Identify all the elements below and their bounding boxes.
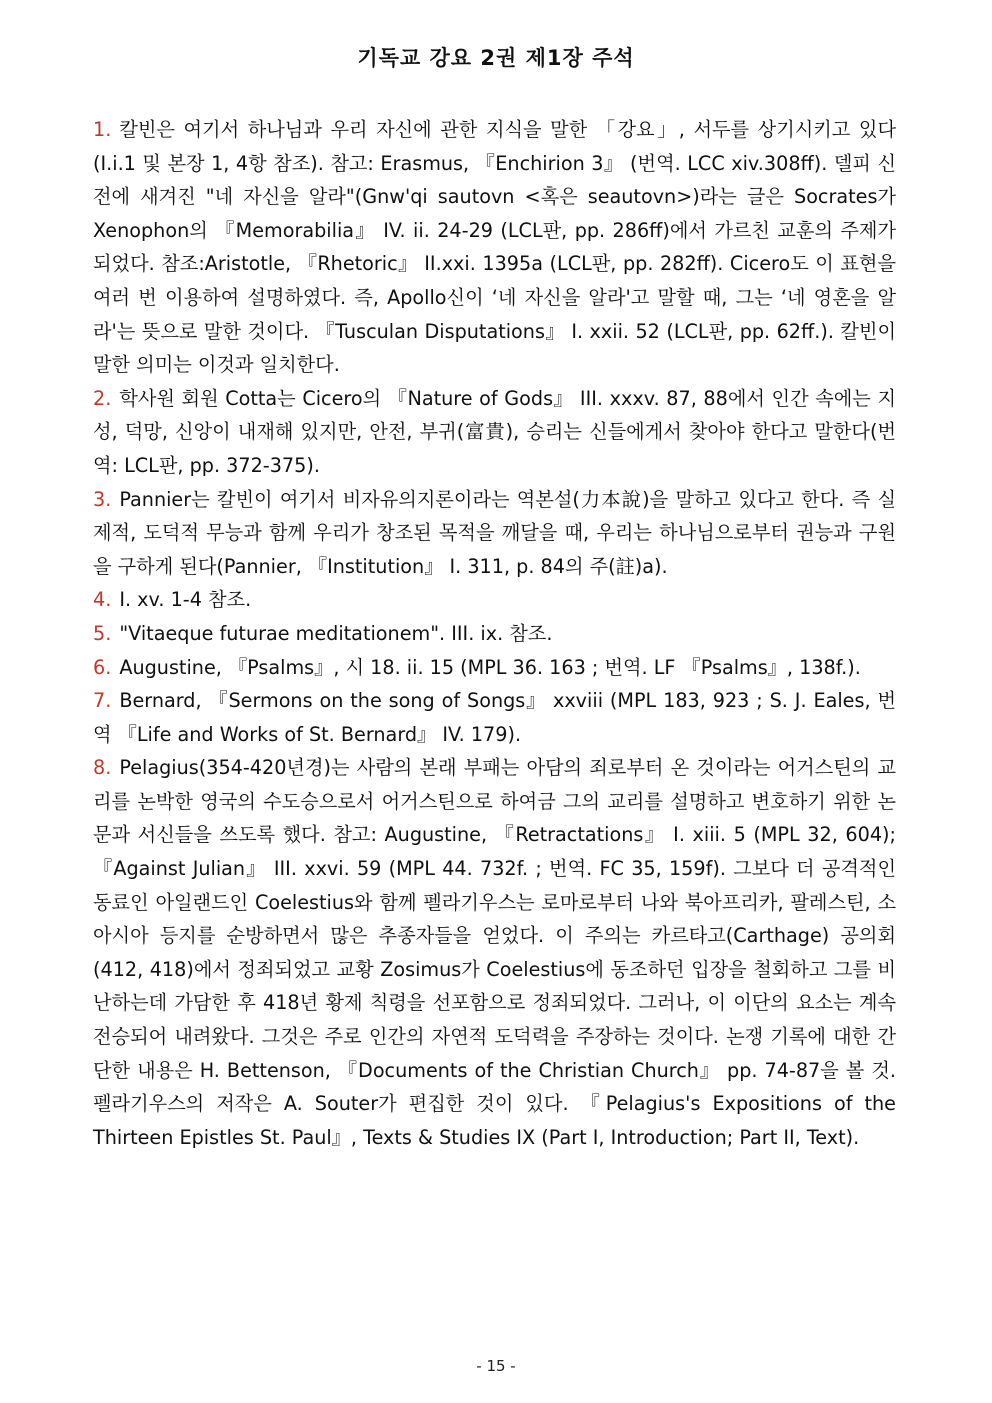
footnote-7 bbox=[93, 684, 896, 751]
footnote-6 bbox=[93, 651, 896, 685]
page-number: - 15 - bbox=[476, 1357, 516, 1375]
footnote-text: I. xv. 1-4 참조. bbox=[119, 588, 252, 612]
footnote-text: Pelagius(354-420년경)는 사람의 본래 부패는 아담의 죄로부터 온 것이라는 어거스틴의 교리를 논박한 영국의 수도승으로서 어거스틴으로 하여금 그의 교리를 설명하고 변호하기 위한 논문과 서신들을 쓰도록 했다. 참고: Augustine, 『Retractations』 I. xiii. 5 (MPL 32, 604); 『Against Julian』 III. xxvi. 59 (MPL 44. 732f. ; 번역. FC 35, 159f). 그보다 더 공격적인 동료인 아일랜드인 Coelestius와 함께 펠라기우스는 로마로부터 나와 북아프리카, 팔레스틴, 소아시아 등지를 순방하면서 많은 추종자들을 얻었다. 이 주의는 카르타고(Carthage) 공의회(412, 418)에서 정죄되었고 교황 Zosimus가 Coelestius에 동조하던 입장을 철회하고 그를 비난하는데 가담한 후 418년 황제 칙령을 선포함으로 정죄되었다. 그러나, 이 이단의 요소는 계속 전승되어 내려왔다. 그것은 주로 인간의 자연적 도덕력을 주장하는 것이다. 논쟁 기록에 대한 간단한 내용은 H. Bettenson, 『Documents of the Christian Church』 pp. 74-87을 볼 것. 펠라기우스의 저작은 A. Souter가 편집한 것이 있다. 『Pelagius's Expositions of the Thirteen Epistles St. Paul』, Texts & Studies IX (Part I, Introduction; Part II, Text). bbox=[93, 756, 896, 1149]
footnote-4 bbox=[93, 583, 896, 617]
footnote-1 bbox=[93, 113, 896, 382]
footnote-text: 학사원 회원 Cotta는 Cicero의 『Nature of Gods』 III. xxxv. 87, 88에서 인간 속에는 지성, 덕망, 신앙이 내재해 있지만, 안전, 부귀(富貴), 승리는 신들에게서 찾아야 한다고 말한다(번역: LCL판, pp. 372-375). bbox=[93, 386, 896, 477]
footnote-number: 2. bbox=[93, 386, 112, 410]
footnote-2 bbox=[93, 382, 896, 483]
footnote-8 bbox=[93, 751, 896, 1154]
footnote-text: "Vitaeque futurae meditationem". III. ix. 참조. bbox=[119, 621, 553, 645]
footnote-number: 3. bbox=[93, 487, 112, 511]
footnote-number: 6. bbox=[93, 655, 112, 679]
footnote-3 bbox=[93, 483, 896, 584]
footnote-number: 8. bbox=[93, 756, 112, 780]
footnote-text: Augustine, 『Psalms』, 시 18. ii. 15 (MPL 36. 163 ; 번역. LF 『Psalms』, 138f.). bbox=[119, 655, 861, 679]
footnote-text: Pannier는 칼빈이 여기서 비자유의지론이라는 역본설(力本說)을 말하고 있다고 한다. 즉 실제적, 도덕적 무능과 함께 우리가 창조된 목적을 깨달을 때, 우리는 하나님으로부터 권능과 구원을 구하게 된다(Pannier, 『Institution』 I. 311, p. 84의 주(註)a). bbox=[93, 487, 896, 578]
footnote-text: 칼빈은 여기서 하나님과 우리 자신에 관한 지식을 말한 「강요」, 서두를 상기시키고 있다(I.i.1 및 본장 1, 4항 참조). 참고: Erasmus, 『Enchirion 3』 (번역. LCC xiv.308ff). 델피 신전에 새겨진 "네 자신을 알라"(Gnw'qi sautovn <혹은 seautovn>)라는 글은 Socrates가 Xenophon의 『Memorabilia』 IV. ii. 24-29 (LCL판, pp. 286ff)에서 가르친 교훈의 주제가 되었다. 참조:Aristotle, 『Rhetoric』 II.xxi. 1395a (LCL판, pp. 282ff). Cicero도 이 표현을 여러 번 이용하여 설명하였다. 즉, Apollo신이 ‘네 자신을 알라'고 말할 때, 그는 ‘네 영혼을 알라'는 뜻으로 말한 것이다. 『Tusculan Disputations』 I. xxii. 52 (LCL판, pp. 62ff.). 칼빈이 말한 의미는 이것과 일치한다. bbox=[93, 118, 896, 377]
footnote-number: 1. bbox=[93, 118, 112, 141]
footnote-number: 7. bbox=[93, 689, 112, 713]
footnote-list bbox=[93, 113, 896, 1154]
footnote-text: Bernard, 『Sermons on the song of Songs』 xxviii (MPL 183, 923 ; S. J. Eales, 번역 『Life and Works of St. Bernard』 IV. 179). bbox=[93, 689, 896, 746]
footnote-5 bbox=[93, 617, 896, 651]
footnote-number: 5. bbox=[93, 621, 112, 645]
page-title: 기독교 강요 2권 제1장 주석 bbox=[357, 46, 635, 70]
footnote-number: 4. bbox=[93, 588, 112, 612]
